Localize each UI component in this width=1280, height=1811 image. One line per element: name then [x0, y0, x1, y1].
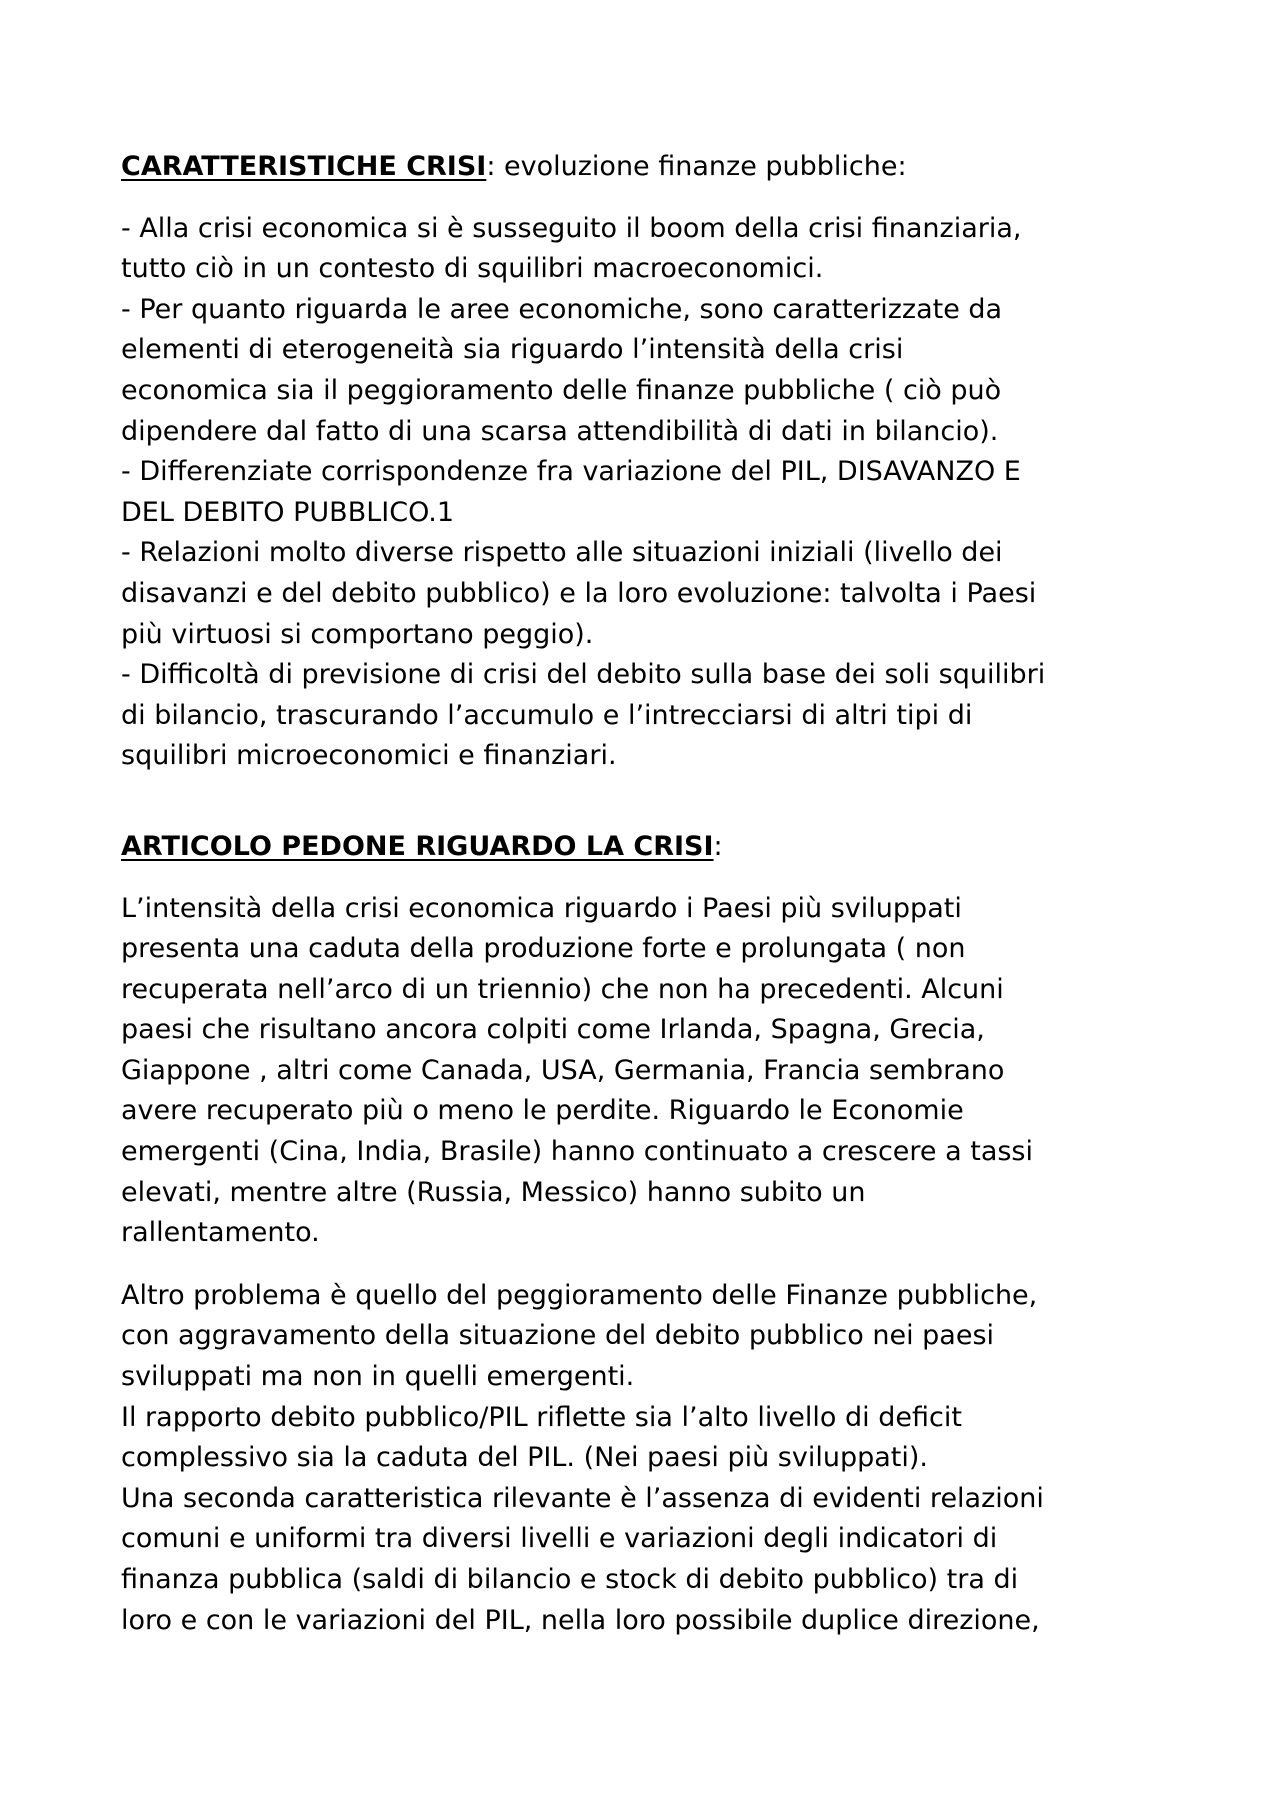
document-body [121, 147, 1181, 1641]
text-line: - Relazioni molto diverse rispetto alle situazioni iniziali (livello dei [121, 537, 1003, 569]
section-paragraph [121, 209, 1181, 777]
text-line: tutto ciò in un contesto di squilibri macroeconomici. [121, 253, 824, 285]
text-line: emergenti (Cina, India, Brasile) hanno continuato a crescere a tassi [121, 1136, 1034, 1168]
text-line: più virtuosi si comportano peggio). [121, 618, 594, 650]
text-line: presenta una caduta della produzione forte e prolungata ( non [121, 933, 966, 965]
text-line: Una seconda caratteristica rilevante è l’assenza di evidenti relazioni [121, 1482, 1044, 1514]
text-line: - Difficoltà di previsione di crisi del debito sulla base dei soli squilibri [121, 659, 1046, 691]
text-line: rallentamento. [121, 1217, 320, 1249]
text-line: di bilancio, trascurando l’accumulo e l’intrecciarsi di altri tipi di [121, 699, 973, 731]
section-heading-subtitle: : evoluzione finanze pubbliche: [486, 151, 907, 182]
section-heading-caratteristiche [121, 147, 1181, 188]
text-line: paesi che risultano ancora colpiti come Irlanda, Spagna, Grecia, [121, 1014, 985, 1046]
text-line: L’intensità della crisi economica riguardo i Paesi più sviluppati [121, 892, 962, 924]
text-line: - Per quanto riguarda le aree economiche, sono caratterizzate da [121, 293, 1003, 325]
text-line: complessivo sia la caduta del PIL. (Nei paesi più sviluppati). [121, 1442, 928, 1474]
section-heading-articolo-pedone [121, 827, 1181, 868]
text-line: squilibri microeconomici e finanziari. [121, 740, 617, 772]
text-line: Altro problema è quello del peggioramento delle Finanze pubbliche, [121, 1279, 1038, 1311]
text-line: comuni e uniformi tra diversi livelli e variazioni degli indicatori di [121, 1523, 998, 1555]
section-heading-title: CARATTERISTICHE CRISI [121, 151, 487, 182]
text-line: sviluppati ma non in quelli emergenti. [121, 1361, 635, 1393]
text-line: loro e con le variazioni del PIL, nella loro possibile duplice direzione, [121, 1604, 1040, 1636]
text-line: dipendere dal fatto di una scarsa attendibilità di dati in bilancio). [121, 415, 999, 447]
text-line: disavanzi e del debito pubblico) e la loro evoluzione: talvolta i Paesi [121, 577, 1037, 609]
section-heading-subtitle: : [713, 830, 723, 862]
section-paragraph [121, 889, 1181, 1254]
text-line: economica sia il peggioramento delle finanze pubbliche ( ciò può [121, 374, 1002, 406]
text-line: finanza pubblica (saldi di bilancio e stock di debito pubblico) tra di [121, 1564, 1019, 1595]
text-line: Il rapporto debito pubblico/PIL riflette sia l’alto livello di deficit [121, 1401, 962, 1433]
text-line: Giappone , altri come Canada, USA, Germania, Francia sembrano [121, 1054, 1005, 1086]
text-line: recuperata nell’arco di un triennio) che non ha precedenti. Alcuni [121, 973, 1004, 1005]
section-paragraph [121, 1276, 1181, 1641]
text-line: - Differenziate corrispondenze fra variazione del PIL, DISAVANZO E [121, 456, 1021, 488]
text-line: con aggravamento della situazione del debito pubblico nei paesi [121, 1320, 995, 1352]
text-line: elevati, mentre altre (Russia, Messico) hanno subito un [121, 1176, 866, 1208]
text-line: DEL DEBITO PUBBLICO.1 [121, 496, 455, 528]
text-line: elementi di eterogeneità sia riguardo l’intensità della crisi [121, 334, 904, 366]
text-line: avere recuperato più o meno le perdite. Riguardo le Economie [121, 1095, 964, 1127]
text-line: - Alla crisi economica si è susseguito il boom della crisi finanziaria, [121, 212, 1022, 244]
section-heading-title: ARTICOLO PEDONE RIGUARDO LA CRISI [121, 830, 714, 862]
